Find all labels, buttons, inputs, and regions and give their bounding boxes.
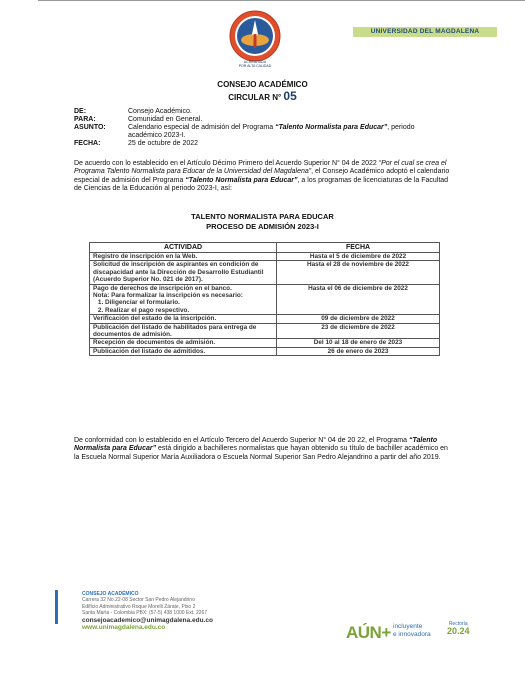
- date-cell: Hasta el 28 de noviembre de 2022: [277, 261, 440, 284]
- memo-header: [74, 108, 428, 148]
- admission-calendar-table: [89, 242, 440, 356]
- meta-asunto-label: ASUNTO:: [74, 124, 106, 132]
- activity-text: Pago de derechos de inscripción en el banco.: [93, 284, 232, 292]
- footer-contact: [82, 591, 213, 632]
- brand-years-label: Rectoría: [448, 621, 468, 627]
- meta-asunto: [74, 124, 428, 140]
- footer-email-link[interactable]: consejoacademico@unimagdalena.edu.co: [82, 616, 213, 624]
- table-row: [90, 315, 440, 323]
- col-activity-header: ACTIVIDAD: [90, 243, 277, 253]
- date-cell: Hasta el 06 de diciembre de 2022: [277, 284, 440, 315]
- activity-cell: Registro de inscripción en la Web.: [90, 253, 277, 261]
- university-seal-icon: [229, 10, 281, 62]
- intro-text-e: , a los programas de licenciaturas de la Facultad de Ciencias de la Educación al periodo 2023-I, así:: [74, 176, 449, 193]
- table-subtitle: PROCESO DE ADMISIÓN 2023-I: [206, 222, 319, 231]
- closing-paragraph: [74, 437, 454, 462]
- meta-de-value: Consejo Académico.: [128, 108, 192, 115]
- asunto-text: Calendario especial de admisión del Programa: [128, 124, 276, 132]
- meta-de-label: DE:: [74, 108, 87, 115]
- footer-phone: Santa Marta - Colombia PBX: (57-5) 438 1000 Ext. 2267: [82, 610, 208, 617]
- date-cell: 09 de diciembre de 2022: [277, 315, 440, 323]
- table-row: [90, 253, 440, 261]
- meta-asunto-value: [128, 124, 428, 140]
- intro-text-a: De acuerdo con lo establecido en el Artículo Décimo Primero del Acuerdo Superior N° 04 de 2022: [74, 160, 379, 167]
- date-cell: Del 10 al 18 de enero de 2023: [277, 339, 440, 347]
- meta-para: [74, 116, 428, 124]
- footer-address-1: Carrera 32 No.22-08 Sector San Pedro Alejandrino: [82, 597, 195, 604]
- university-name-bar: [353, 27, 497, 37]
- meta-fecha: [74, 140, 428, 148]
- activity-cell: Publicación del listado de admitidos.: [90, 347, 277, 355]
- closing-text-c: está dirigido a bachilleres normalistas que hayan obtenido su título de bachiller académico en la Escuela Normal Superior María Auxiliadora o Escuela Normal Superior San Pedro Alejandrino a partir del año 2019.: [74, 445, 448, 461]
- footer-address-2: Edificio Administrativo Roque Morelli Zárate, Piso 2: [82, 603, 196, 610]
- table-row: [90, 323, 440, 339]
- meta-fecha-value: 25 de octubre de 2022: [128, 140, 199, 148]
- seal-caption-line2: POR ALTA CALIDAD: [238, 64, 272, 68]
- closing-program: “Talento Normalista para Educar”: [74, 437, 438, 453]
- activity-cell: Verificación del estado de la inscripción.: [90, 315, 277, 323]
- circular-title: [0, 89, 525, 103]
- activity-cell: [90, 284, 277, 315]
- activity-cell: Publicación del listado de habilitados para entrega de documentos de admisión.: [90, 323, 277, 339]
- asunto-period: , periodo académico 2023-I.: [128, 124, 415, 140]
- council-title: CONSEJO ACADÉMICO: [217, 80, 308, 89]
- activity-steps: [93, 299, 273, 314]
- intro-program: “Talento Normalista para Educar”: [185, 176, 298, 184]
- meta-fecha-label: FECHA:: [74, 140, 101, 148]
- seal-caption-line1: ACREDITADA: [243, 60, 267, 64]
- brand-years: [447, 621, 470, 636]
- intro-text-c: , el Consejo Académico adoptó el calendario especial de admisión del Programa: [74, 168, 450, 184]
- activity-cell: Recepción de documentos de admisión.: [90, 339, 277, 347]
- footer-website-link[interactable]: www.unimagdalena.edu.co: [82, 624, 166, 632]
- circular-label: CIRCULAR N°: [228, 93, 282, 102]
- table-row: [90, 339, 440, 347]
- activity-note: Nota: Para formalizar la inscripción es necesario:: [93, 292, 243, 300]
- table-row: [90, 347, 440, 355]
- intro-quote: “Por el cual se crea el Programa Talento Normalista para Educar de la Universidad del Magdalena”: [74, 160, 447, 176]
- table-row: [90, 284, 440, 315]
- top-divider: [38, 0, 525, 1]
- meta-para-label: PARA:: [74, 116, 96, 124]
- date-cell: 26 de enero de 2023: [277, 347, 440, 355]
- university-name: UNIVERSIDAD DEL MAGDALENA: [370, 28, 480, 35]
- footer-heading: CONSEJO ACADÉMICO: [82, 591, 139, 597]
- col-date-header: FECHA: [277, 243, 440, 253]
- seal-caption: [226, 60, 284, 68]
- date-cell: Hasta el 5 de diciembre de 2022: [277, 253, 440, 261]
- brand-slogan-line1: incluyente: [393, 623, 423, 630]
- closing-text-a: De conformidad con lo establecido en el Artículo Tercero del Acuerdo Superior N° 04 de 20 22, el Programa: [74, 437, 409, 444]
- table-title: TALENTO NORMALISTA PARA EDUCAR: [191, 212, 334, 221]
- activity-step: 2. Realizar el pago respectivo.: [105, 307, 273, 314]
- meta-para-value: Comunidad en General.: [128, 116, 203, 124]
- intro-paragraph: [74, 160, 454, 194]
- footer-accent-bar: [55, 590, 58, 624]
- table-row: [90, 261, 440, 284]
- asunto-program: “Talento Normalista para Educar”: [275, 124, 388, 132]
- date-cell: 23 de diciembre de 2022: [277, 323, 440, 339]
- brand-slogan: [393, 623, 431, 638]
- circular-number: 05: [283, 89, 297, 103]
- activity-step: 1. Diligenciar el formulario.: [105, 299, 273, 306]
- activity-cell: Solicitud de inscripción de aspirantes en condición de discapacidad ante la Dirección de Desarrollo Estudiantil (Acuerdo Superior No. 021 de 2017).: [90, 261, 277, 284]
- brand-logo: AÚN+: [346, 623, 391, 642]
- table-header-row: [90, 243, 440, 253]
- brand-slogan-line2: e innovadora: [393, 630, 431, 638]
- meta-de: [74, 108, 428, 116]
- brand-years-value: 20.24: [447, 626, 470, 636]
